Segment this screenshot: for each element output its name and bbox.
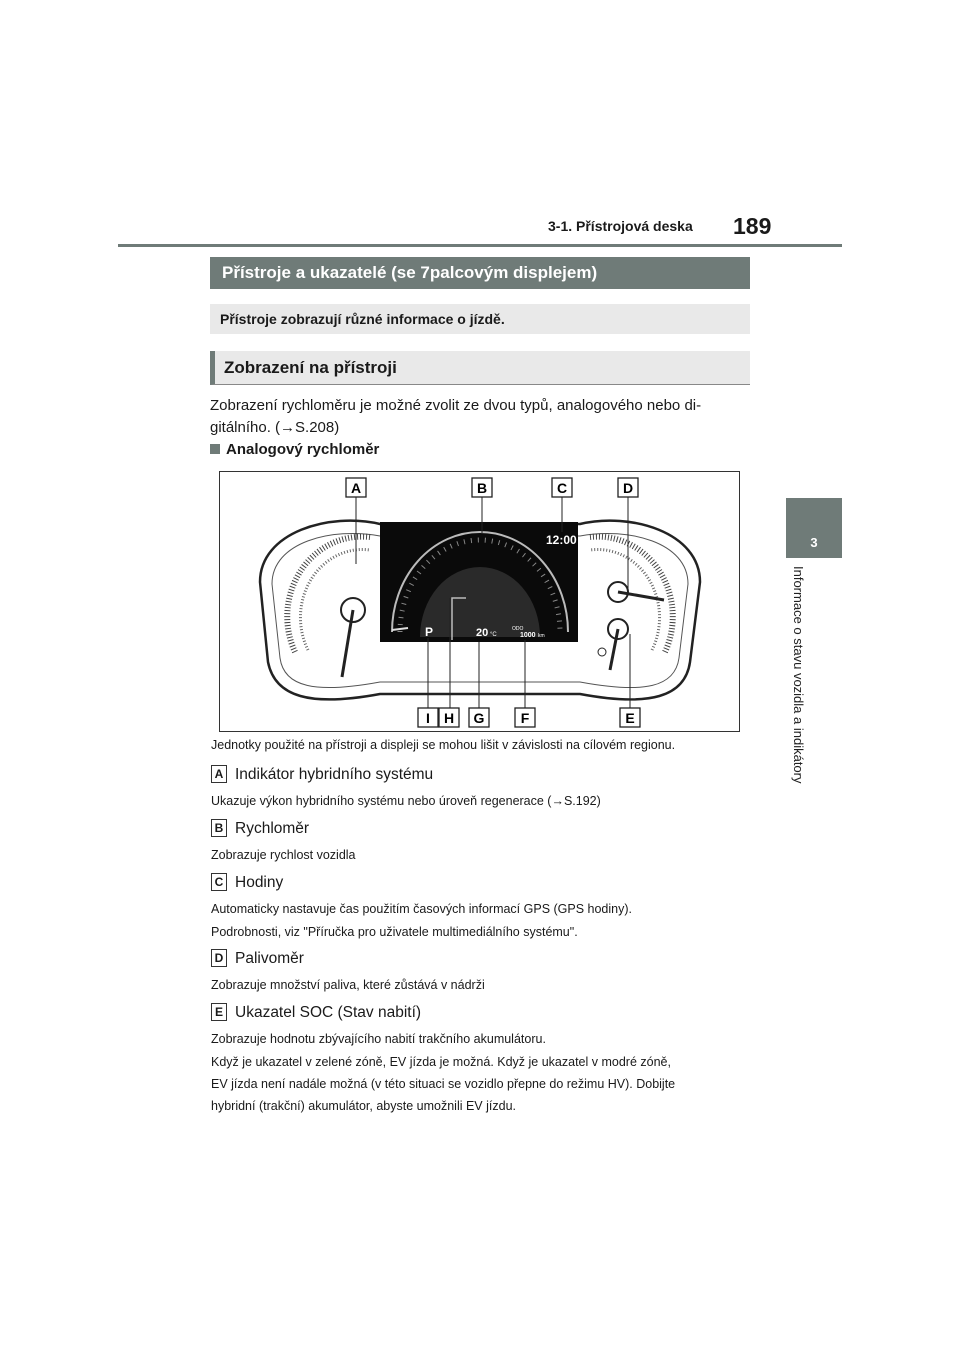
svg-text:E: E: [625, 710, 635, 726]
item-title-c: Hodiny: [235, 874, 284, 891]
svg-text:C: C: [556, 480, 568, 496]
item-desc-e-line-1: Zobrazuje hodnotu zbývajícího nabití trakčního akumulátoru.: [211, 1032, 546, 1046]
item-badge-c: C: [211, 873, 227, 891]
item-heading-a: [211, 765, 433, 784]
item-title-e: Ukazatel SOC (Stav nabití): [235, 1004, 422, 1021]
item-badge-a: A: [211, 765, 227, 783]
callout-label-h: [439, 708, 459, 727]
item-desc-c-line-2: Podrobnosti, viz "Příručka pro uživatele multimediálního systému".: [211, 925, 578, 939]
running-header-section: 3-1. Přístrojová deska: [548, 218, 693, 234]
instrument-cluster-illustration: [220, 472, 739, 731]
item-badge-e: E: [211, 1003, 227, 1021]
callout-label-c: [552, 478, 572, 497]
item-desc-b-line-1: Zobrazuje rychlost vozidla: [211, 848, 356, 862]
item-desc-d-line-1: Zobrazuje množství paliva, které zůstává v nádrži: [211, 978, 485, 992]
chapter-title-vertical: Informace o stavu vozidla a indikátory: [791, 566, 806, 784]
item-badge-d: D: [211, 949, 227, 967]
svg-text:I: I: [426, 710, 430, 726]
page-banner-title: Přístroje a ukazatelé (se 7palcovým displejem): [210, 257, 750, 289]
item-title-b: Rychloměr: [235, 820, 310, 837]
svg-text:B: B: [476, 480, 488, 496]
item-badge-b: B: [211, 819, 227, 837]
intro-line-2: gitálního. (→S.208): [210, 419, 340, 436]
item-heading-e: [211, 1003, 421, 1022]
instrument-cluster-figure: [219, 471, 740, 732]
callout-label-g: [469, 708, 489, 727]
bullet-heading-text: Analogový rychloměr: [226, 441, 380, 458]
item-desc-e-line-2: Když je ukazatel v zelené zóně, EV jízda je možná. Když je ukazatel v modré zóně,: [211, 1055, 671, 1069]
callout-label-b: [472, 478, 492, 497]
item-desc-e-line-3: EV jízda není nadále možná (v této situaci se vozidlo přepne do režimu HV). Dobijte: [211, 1077, 676, 1091]
item-heading-c: [211, 873, 283, 892]
intro-line-1: Zobrazení rychloměru je možné zvolit ze dvou typů, analogového nebo di-: [210, 397, 702, 414]
display-gear: P: [425, 625, 434, 639]
chapter-tab: 3: [786, 498, 842, 558]
page-number: 189: [733, 213, 772, 239]
bullet-square-icon: [210, 444, 220, 454]
section-title: Zobrazení na přístroji: [210, 351, 750, 385]
callout-label-d: [618, 478, 638, 497]
display-odometer: 1000: [520, 632, 536, 639]
item-title-a: Indikátor hybridního systému: [235, 766, 434, 783]
item-desc-a-line-1: Ukazuje výkon hybridního systému nebo úroveň regenerace (→S.192): [211, 794, 601, 808]
svg-text:F: F: [520, 710, 530, 726]
callout-label-f: [515, 708, 535, 727]
figure-note: Jednotky použité na přístroji a displeji se mohou lišit v závislosti na cílovém regionu.: [211, 738, 676, 752]
item-heading-b: [211, 819, 309, 838]
display-temperature: 20: [476, 627, 489, 639]
callout-label-a: [346, 478, 366, 497]
display-odo-prefix: ODO: [512, 626, 524, 632]
bullet-heading: [210, 441, 379, 458]
item-desc-e-line-4: hybridní (trakční) akumulátor, abyste umožnili EV jízdu.: [211, 1099, 516, 1113]
svg-text:D: D: [622, 480, 634, 496]
item-desc-c-line-1: Automaticky nastavuje čas použitím časových informací GPS (GPS hodiny).: [211, 902, 633, 916]
display-odometer-unit: km: [538, 633, 545, 639]
callout-label-e: [620, 708, 640, 727]
display-clock: 12:00: [546, 533, 577, 547]
item-heading-d: [211, 949, 304, 968]
svg-text:H: H: [443, 710, 455, 726]
item-title-d: Palivoměr: [235, 950, 304, 967]
header-rule: [118, 244, 842, 247]
page-subtitle: Přístroje zobrazují různé informace o jízdě.: [210, 304, 750, 334]
svg-text:G: G: [473, 710, 485, 726]
svg-text:A: A: [350, 480, 362, 496]
display-temperature-unit: °C: [490, 632, 497, 638]
callout-label-i: [418, 708, 438, 727]
